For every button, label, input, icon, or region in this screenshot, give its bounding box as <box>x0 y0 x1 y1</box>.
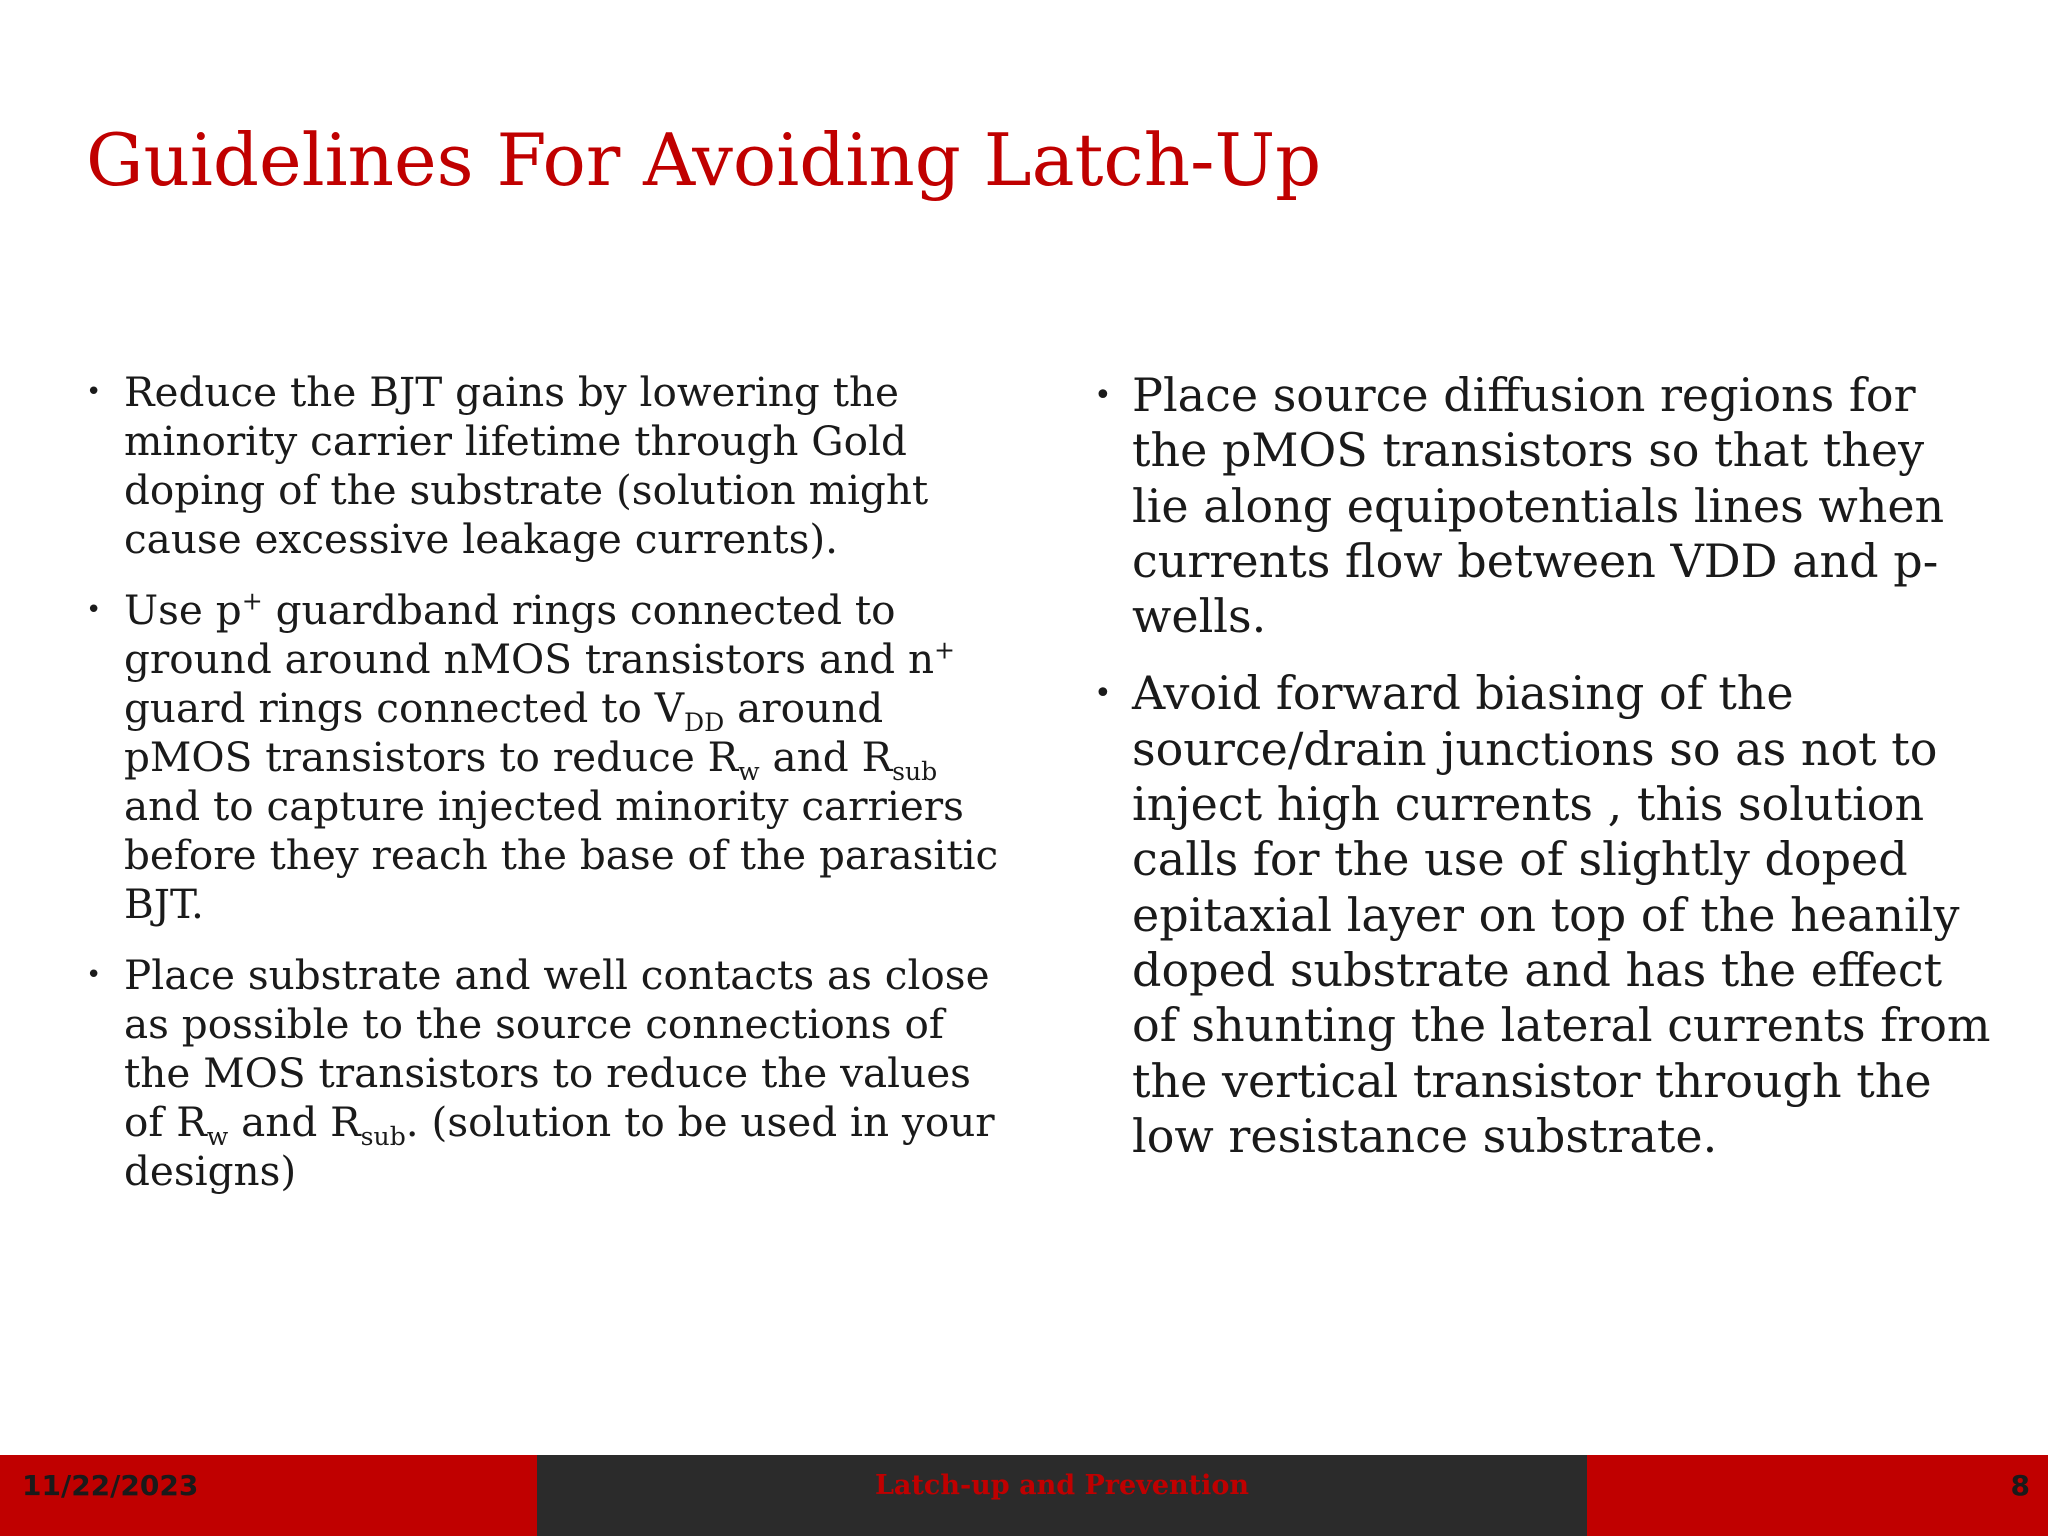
footer-title: Latch-up and Prevention <box>537 1455 1587 1536</box>
bullet-text: Avoid forward biasing of the source/drain junctions so as not to inject high currents , this solution calls for the use of slightly doped epitaxial layer on top of the heanily doped substrate and has the effect of shunting the lateral currents from the vertical transistor through the low resistance substrate. <box>1132 666 1991 1163</box>
subscript: sub <box>892 757 938 787</box>
bullet-text: Place source diffusion regions for the pMOS transistors so that they lie along equipotentials lines when currents flow between VDD and p-wells. <box>1132 368 1945 644</box>
list-item <box>1094 666 1994 1164</box>
bullet-text <box>124 951 995 1195</box>
left-bullet-list <box>86 368 1016 1196</box>
text-run: and R <box>228 1098 361 1146</box>
subscript: w <box>738 757 760 787</box>
bullet-text <box>124 586 998 928</box>
superscript: + <box>241 586 263 616</box>
text-run: Use p <box>124 586 242 634</box>
text-run: and R <box>759 733 893 781</box>
text-run: and to capture injected minority carriers before they reach the base of the parasitic BJT. <box>124 782 999 928</box>
subscript: w <box>206 1122 229 1152</box>
list-item <box>86 368 1016 564</box>
page-number: 8 <box>1587 1455 2048 1536</box>
left-column <box>86 368 1016 1218</box>
text-run: . (solution to be used in your designs) <box>124 1098 995 1195</box>
list-item <box>86 586 1016 929</box>
text-run: Place substrate and well contacts as close as possible to the source connections of the MOS transistors to reduce the values of R <box>124 951 990 1146</box>
list-item <box>86 951 1016 1196</box>
bullet-text: Reduce the BJT gains by lowering the minority carrier lifetime through Gold doping of the substrate (solution might cause excessive leakage currents). <box>124 368 929 563</box>
bullet-icon: • <box>1094 676 1112 712</box>
subscript: sub <box>360 1122 406 1152</box>
bullet-icon: • <box>86 595 102 625</box>
subscript: DD <box>684 708 725 738</box>
text-run: around pMOS transistors to reduce R <box>124 684 884 781</box>
bullet-icon: • <box>86 377 102 407</box>
superscript: + <box>934 635 956 665</box>
slide-title: Guidelines For Avoiding Latch-Up <box>86 118 1322 202</box>
list-item <box>1094 368 1994 644</box>
right-bullet-list <box>1094 368 1994 1164</box>
footer-date: 11/22/2023 <box>0 1455 537 1536</box>
bullet-icon: • <box>1094 378 1112 413</box>
bullet-icon: • <box>86 960 102 990</box>
text-run: guardband rings connected to ground around nMOS transistors and n <box>124 586 935 683</box>
slide-footer <box>0 1455 2048 1536</box>
right-column <box>1094 368 1994 1186</box>
text-run: guard rings connected to V <box>124 684 684 732</box>
